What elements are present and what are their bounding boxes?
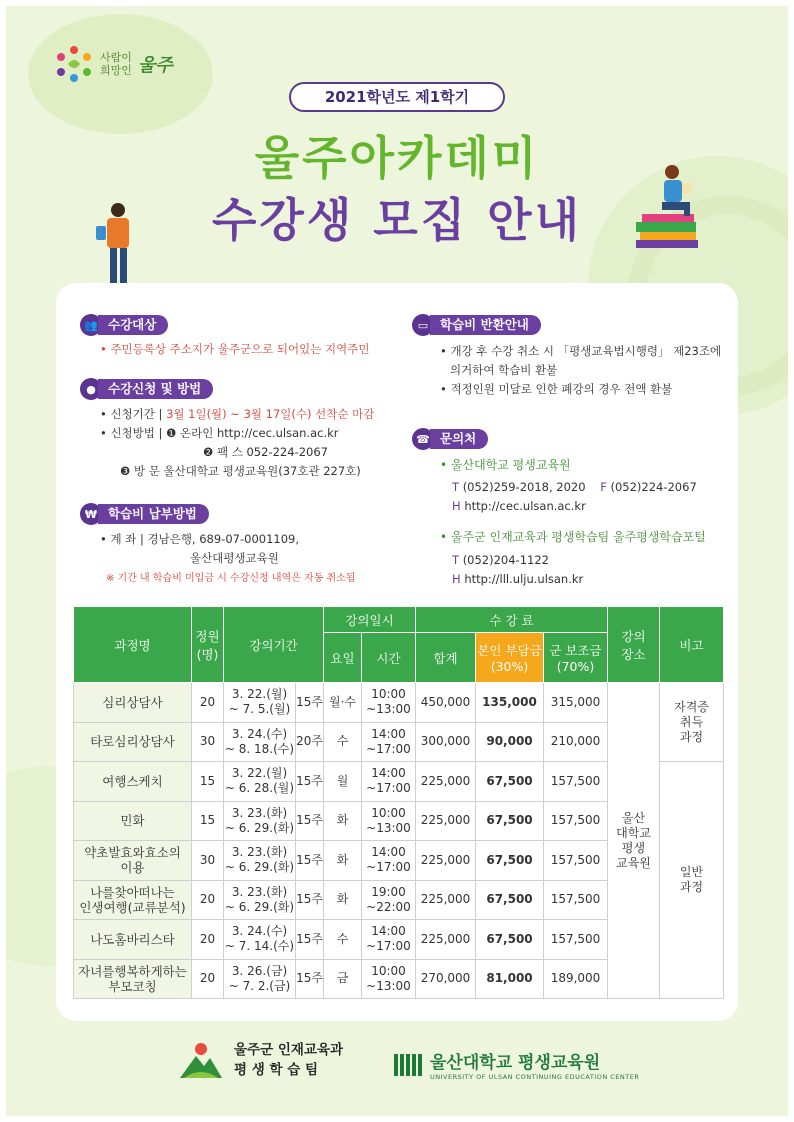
- day-cell: 화: [324, 841, 362, 881]
- course-name-cell: 타로심리상담사: [74, 722, 192, 762]
- capacity-cell: 20: [192, 959, 224, 999]
- contact-org-1-web: [452, 497, 586, 516]
- self-pay-cell: 81,000: [476, 959, 544, 999]
- footer-ulju-line-1: 울주군 인재교육과: [234, 1042, 344, 1058]
- table-row: [74, 683, 724, 723]
- time-cell: 10:00 ~13:00: [362, 683, 416, 723]
- course-table-wrap: [73, 606, 723, 999]
- contact-org-2-web: [452, 570, 583, 589]
- weeks-cell: 15주: [296, 762, 324, 802]
- period-cell: 3. 26.(금) ~ 7. 2.(금): [224, 959, 296, 999]
- header-total: 합계: [416, 633, 476, 683]
- footer-university: [394, 1048, 639, 1081]
- logo-script: 울주: [137, 55, 173, 76]
- section-payment-heading: [80, 503, 209, 525]
- period-cell: 3. 23.(화) ~ 6. 29.(화): [224, 880, 296, 920]
- total-fee-cell: 270,000: [416, 959, 476, 999]
- page-title: 울주아카데미: [254, 131, 540, 185]
- section-refund-heading: [412, 314, 541, 336]
- reader-illustration-icon: [632, 160, 712, 250]
- person-icon: ●: [80, 378, 102, 400]
- section-payment-label: 학습비 납부방법: [98, 504, 209, 524]
- subsidy-cell: 210,000: [544, 722, 608, 762]
- contact-org-1-phone: [452, 478, 697, 497]
- fax-value: (052)224-2067: [610, 480, 697, 494]
- contact-org-1: • 울산대학교 평생교육원: [440, 458, 571, 472]
- total-fee-cell: 225,000: [416, 880, 476, 920]
- footer-ulju-line-2: 평 생 학 습 팀: [234, 1062, 319, 1078]
- refund-line-3: • 적정인원 미달로 인한 폐강의 경우 전액 환불: [440, 382, 673, 396]
- payment-account: • 계 좌 | 경남은행, 689-07-0001109,: [100, 532, 299, 546]
- period-cell: 3. 22.(월) ~ 7. 5.(월): [224, 683, 296, 723]
- course-name-cell: 나를찾아떠나는 인생여행(교류분석): [74, 880, 192, 920]
- tel-value: (052)259-2018, 2020: [462, 480, 586, 494]
- apply-method-fax: ❷ 팩 스 052-224-2067: [203, 445, 328, 459]
- remark-cell-certificate: 자격증 취득 과정: [660, 683, 724, 762]
- day-cell: 월: [324, 762, 362, 802]
- self-pay-cell: 67,500: [476, 762, 544, 802]
- logo-text-1: 사람이: [100, 50, 132, 64]
- section-contact-heading: [412, 428, 488, 450]
- course-name-cell: 자녀를행복하게하는 부모코칭: [74, 959, 192, 999]
- footer-university-title: 울산대학교 평생교육원: [430, 1053, 601, 1073]
- course-table: [73, 606, 724, 999]
- header-fee: 수 강 료: [416, 607, 608, 633]
- period-cell: 3. 22.(월) ~ 6. 28.(월): [224, 762, 296, 802]
- apply-period-label: • 신청기간 |: [100, 407, 167, 421]
- footer-university-sub: UNIVERSITY OF ULSAN CONTINUING EDUCATION CENTER: [430, 1073, 640, 1081]
- time-cell: 14:00 ~17:00: [362, 920, 416, 960]
- total-fee-cell: 300,000: [416, 722, 476, 762]
- apply-method-online: • 신청방법 | ❶ 온라인 http://cec.ulsan.ac.kr: [100, 426, 339, 440]
- footer-ulju: [178, 1040, 343, 1080]
- remark-cell-general: 일반 과정: [660, 762, 724, 999]
- target-text: • 주민등록상 주소지가 울주군으로 되어있는 지역주민: [100, 342, 370, 356]
- web-link[interactable]: http://lll.ulju.ulsan.kr: [464, 572, 584, 586]
- course-name-cell: 약초발효와효소의 이용: [74, 841, 192, 881]
- capacity-cell: 20: [192, 920, 224, 960]
- header-course: 과정명: [74, 607, 192, 683]
- day-cell: 금: [324, 959, 362, 999]
- time-cell: 14:00 ~17:00: [362, 762, 416, 802]
- apply-method-visit: ❸ 방 문 울산대학교 평생교육원(37호관 227호): [120, 464, 361, 478]
- time-cell: 14:00 ~17:00: [362, 722, 416, 762]
- subsidy-cell: 189,000: [544, 959, 608, 999]
- capacity-cell: 15: [192, 801, 224, 841]
- page-subtitle: 수강생 모집 안내: [211, 193, 583, 247]
- logo-text-2: 희망인: [100, 64, 132, 77]
- course-table-body: [74, 683, 724, 999]
- course-name-cell: 민화: [74, 801, 192, 841]
- weeks-cell: 15주: [296, 959, 324, 999]
- ulju-logo: [54, 44, 173, 84]
- tel-value: (052)204-1122: [462, 553, 549, 567]
- total-fee-cell: 225,000: [416, 920, 476, 960]
- payment-holder: 울산대평생교육원: [190, 551, 279, 565]
- total-fee-cell: 225,000: [416, 841, 476, 881]
- apply-period: [100, 405, 374, 424]
- day-cell: 화: [324, 801, 362, 841]
- period-cell: 3. 23.(화) ~ 6. 29.(화): [224, 801, 296, 841]
- self-pay-cell: 67,500: [476, 880, 544, 920]
- contact-org-2-phone: [452, 551, 549, 570]
- self-pay-cell: 90,000: [476, 722, 544, 762]
- header-schedule: 강의일시: [324, 607, 416, 633]
- time-cell: 10:00 ~13:00: [362, 801, 416, 841]
- fax-label: F: [600, 480, 607, 494]
- header-place: 강의 장소: [608, 607, 660, 683]
- header-capacity: 정원 (명): [192, 607, 224, 683]
- semester-badge: 2021학년도 제1학기: [289, 82, 505, 112]
- people-logo-icon: [54, 44, 94, 84]
- weeks-cell: 15주: [296, 683, 324, 723]
- section-target-label: 수강대상: [98, 315, 168, 335]
- capacity-cell: 20: [192, 683, 224, 723]
- weeks-cell: 15주: [296, 801, 324, 841]
- period-cell: 3. 23.(화) ~ 6. 29.(화): [224, 841, 296, 881]
- period-cell: 3. 24.(수) ~ 7. 14.(수): [224, 920, 296, 960]
- student-illustration-icon: [90, 200, 140, 295]
- total-fee-cell: 450,000: [416, 683, 476, 723]
- refund-line-1: • 개강 후 수강 취소 시 「평생교육법시행령」 제23조에: [440, 344, 722, 358]
- section-target-heading: [80, 314, 168, 336]
- subsidy-cell: 157,500: [544, 920, 608, 960]
- refund-line-2: 의거하여 학습비 환불: [450, 363, 558, 377]
- self-pay-cell: 135,000: [476, 683, 544, 723]
- footer: [0, 1040, 794, 1090]
- day-cell: 화: [324, 880, 362, 920]
- weeks-cell: 15주: [296, 841, 324, 881]
- weeks-cell: 15주: [296, 920, 324, 960]
- contact-org-2: • 울주군 인재교육과 평생학습팀 울주평생학습포털: [440, 530, 706, 544]
- subsidy-cell: 157,500: [544, 841, 608, 881]
- self-pay-cell: 67,500: [476, 841, 544, 881]
- total-fee-cell: 225,000: [416, 762, 476, 802]
- time-cell: 10:00 ~13:00: [362, 959, 416, 999]
- period-cell: 3. 24.(수) ~ 8. 18.(수): [224, 722, 296, 762]
- header-day: 요일: [324, 633, 362, 683]
- subsidy-cell: 157,500: [544, 762, 608, 802]
- section-refund-label: 학습비 반환안내: [430, 315, 541, 335]
- capacity-cell: 30: [192, 841, 224, 881]
- day-cell: 수: [324, 722, 362, 762]
- subsidy-cell: 315,000: [544, 683, 608, 723]
- monitor-icon: ▭: [412, 314, 434, 336]
- day-cell: 월·수: [324, 683, 362, 723]
- wallet-icon: ₩: [80, 503, 102, 525]
- capacity-cell: 30: [192, 722, 224, 762]
- header-time: 시간: [362, 633, 416, 683]
- day-cell: 수: [324, 920, 362, 960]
- header-subsidy: 군 보조금 (70%): [544, 633, 608, 683]
- capacity-cell: 15: [192, 762, 224, 802]
- tel-label: T: [452, 553, 460, 567]
- course-name-cell: 나도홈바리스타: [74, 920, 192, 960]
- course-name-cell: 여행스케치: [74, 762, 192, 802]
- capacity-cell: 20: [192, 880, 224, 920]
- course-name-cell: 심리상담사: [74, 683, 192, 723]
- self-pay-cell: 67,500: [476, 801, 544, 841]
- subsidy-cell: 157,500: [544, 801, 608, 841]
- time-cell: 19:00 ~22:00: [362, 880, 416, 920]
- total-fee-cell: 225,000: [416, 801, 476, 841]
- weeks-cell: 20주: [296, 722, 324, 762]
- web-label: H: [452, 572, 461, 586]
- web-link[interactable]: http://cec.ulsan.ac.kr: [464, 499, 586, 513]
- payment-note: ※ 기간 내 학습비 미입금 시 수강신청 내역은 자동 취소됨: [106, 573, 356, 584]
- header-remark: 비고: [660, 607, 724, 683]
- weeks-cell: 15주: [296, 880, 324, 920]
- university-logo-icon: [394, 1054, 422, 1076]
- apply-period-value: 3월 1일(월) ~ 3월 17일(수) 선착순 마감: [166, 407, 375, 421]
- contact-icon: ☎: [412, 428, 434, 450]
- people-icon: 👥: [80, 314, 102, 336]
- time-cell: 14:00 ~17:00: [362, 841, 416, 881]
- section-apply-heading: [80, 378, 213, 400]
- tel-label: T: [452, 480, 460, 494]
- section-apply-label: 수강신청 및 방법: [98, 379, 213, 399]
- subsidy-cell: 157,500: [544, 880, 608, 920]
- section-contact-label: 문의처: [430, 429, 488, 449]
- self-pay-cell: 67,500: [476, 920, 544, 960]
- mountain-logo-icon: [178, 1040, 224, 1080]
- web-label: H: [452, 499, 461, 513]
- place-cell: 울산 대학교 평생 교육원: [608, 683, 660, 999]
- header-period: 강의기간: [224, 607, 324, 683]
- header-self-pay: 본인 부담금 (30%): [476, 633, 544, 683]
